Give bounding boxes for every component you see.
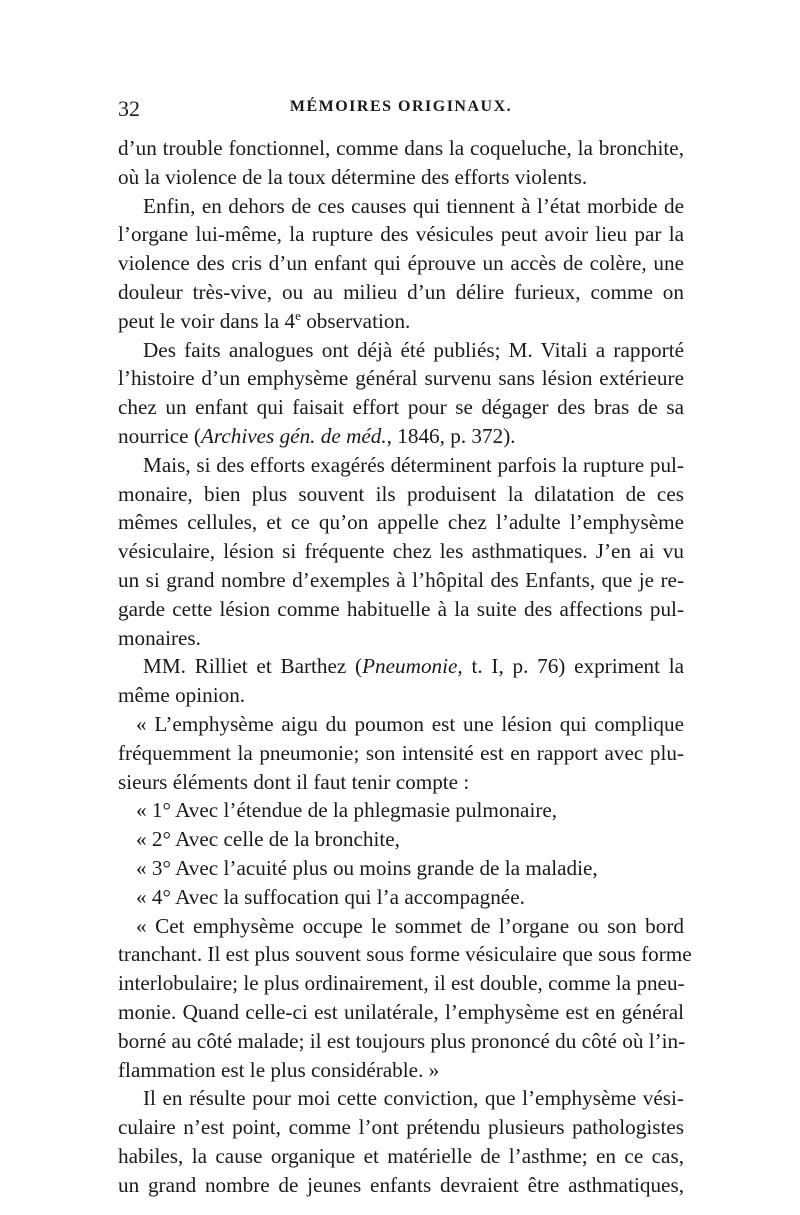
running-title: MÉMOIRES ORIGINAUX.	[289, 98, 513, 115]
text-line: Mais, si des efforts exagérés déterminent parfois la rupture pul-	[143, 452, 684, 477]
text-line: monaire, bien plus souvent ils produisent la dilatation de ces	[118, 481, 684, 506]
text-line: « 2° Avec celle de la bronchite,	[136, 827, 400, 852]
text-line: MM. Rilliet et Barthez (Pneumonie, t. I, p. 76) expriment la	[143, 654, 684, 679]
text-line: monie. Quand celle-ci est unilatérale, l’emphysème est en général	[118, 999, 684, 1024]
text-line: « 3° Avec l’acuité plus ou moins grande de la maladie,	[136, 855, 598, 880]
page-header	[118, 96, 684, 126]
text-line: nourrice (Archives gén. de méd., 1846, p. 372).	[118, 423, 516, 448]
text-line: tranchant. Il est plus souvent sous forme vésiculaire que sous forme	[118, 942, 692, 967]
text-line: Il en résulte pour moi cette conviction, que l’emphysème vési-	[143, 1086, 684, 1111]
text-line: flammation est le plus considérable. »	[118, 1057, 440, 1082]
text-line: interlobulaire; le plus ordinairement, il est double, comme la pneu-	[118, 971, 685, 996]
text-line: « 4° Avec la suffocation qui l’a accompagnée.	[136, 884, 525, 909]
text-line: fréquemment la pneumonie; son intensité est en rapport avec plu-	[118, 740, 684, 765]
text-line: sieurs éléments dont il faut tenir compte :	[118, 769, 470, 794]
text-line: vésiculaire, lésion si fréquente chez les asthmatiques. J’en ai vu	[118, 539, 684, 564]
text-line: l’histoire d’un emphysème général survenu sans lésion extérieure	[118, 366, 684, 391]
text-line: l’organe lui-même, la rupture des vésicules peut avoir lieu par la	[118, 222, 684, 247]
text-line: borné au côté malade; il est toujours plus prononcé du côté où l’in-	[118, 1028, 686, 1053]
text-line: peut le voir dans la 4e observation.	[118, 307, 411, 333]
text-line: « L’emphysème aigu du poumon est une lésion qui complique	[136, 711, 684, 736]
text-line: chez un enfant qui faisait effort pour se dégager des bras de sa	[118, 395, 684, 420]
page-number: 32	[118, 96, 140, 121]
text-line: Enfin, en dehors de ces causes qui tiennent à l’état morbide de	[143, 193, 684, 218]
text-line: Des faits analogues ont déjà été publiés; M. Vitali a rapporté	[143, 337, 684, 362]
text-line: habiles, la cause organique et matérielle de l’asthme; en ce cas,	[118, 1143, 684, 1168]
text-line: monaires.	[118, 625, 201, 650]
text-line: culaire n’est point, comme l’ont prétendu plusieurs pathologistes	[118, 1115, 684, 1140]
text-line: « 1° Avec l’étendue de la phlegmasie pulmonaire,	[136, 798, 558, 823]
text-line: un grand nombre de jeunes enfants devraient être asthmatiques,	[118, 1172, 684, 1197]
text-line: même opinion.	[118, 683, 246, 708]
text-line: douleur très-vive, ou au milieu d’un délire furieux, comme on	[118, 279, 684, 304]
text-line: où la violence de la toux détermine des efforts violents.	[118, 164, 588, 189]
text-line: mêmes cellules, et ce qu’on appelle chez l’adulte l’emphysème	[118, 510, 684, 535]
text-line: violence des cris d’un enfant qui éprouve un accès de colère, une	[118, 251, 684, 276]
text-line: un si grand nombre d’exemples à l’hôpital des Enfants, que je re-	[118, 567, 684, 592]
body-text	[118, 134, 692, 1199]
text-line: « Cet emphysème occupe le sommet de l’organe ou son bord	[136, 913, 684, 938]
text-line: garde cette lésion comme habituelle à la suite des affections pul-	[118, 596, 684, 621]
text-line: d’un trouble fonctionnel, comme dans la coqueluche, la bronchite,	[118, 136, 684, 160]
